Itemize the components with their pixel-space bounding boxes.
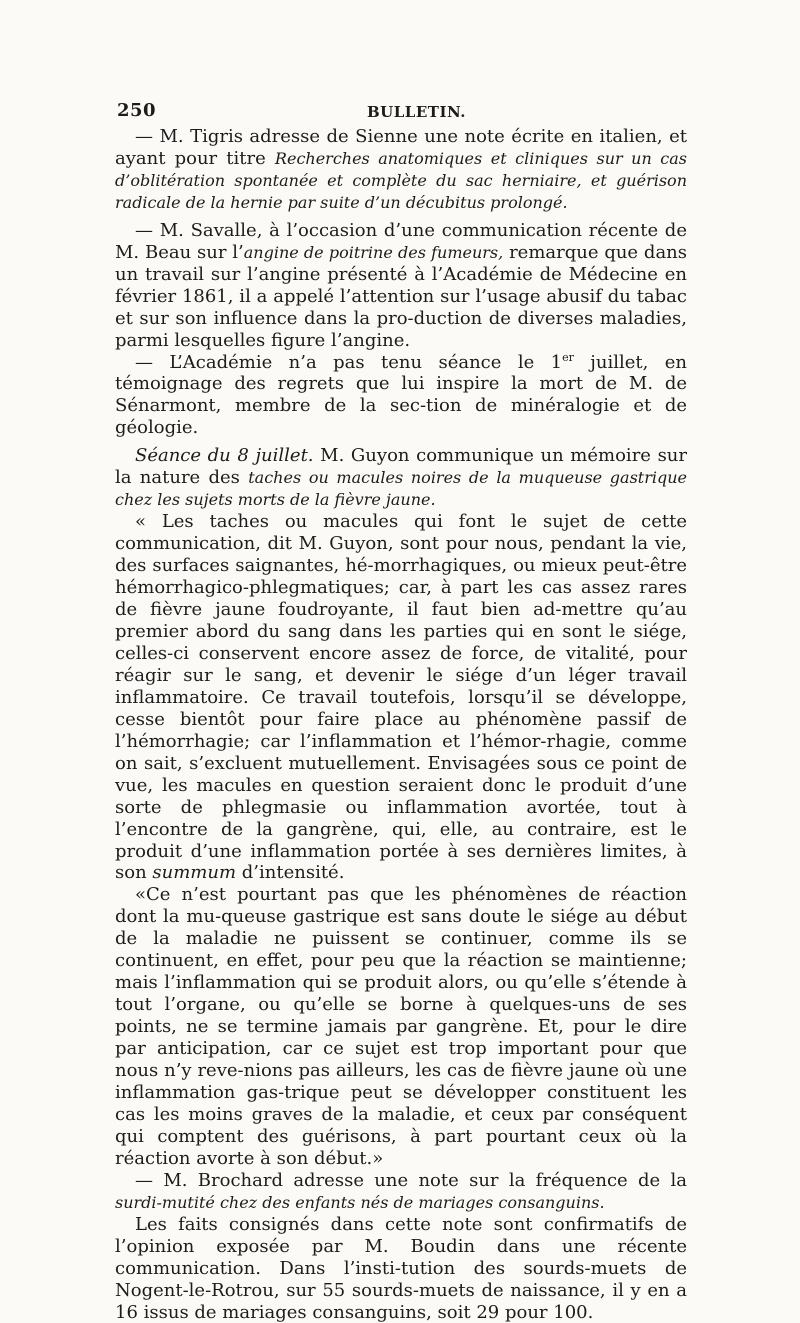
paragraph-tigris [115,126,687,214]
paragraph-brochard [115,1170,687,1214]
tigris-title: Recherches anatomiques et cliniques sur un cas d’oblitération spontanée et complète du sac herniaire, et guérison radicale de la hernie par suite d’un décubitus prolongé. [115,148,687,212]
brochard-title: surdi-mutité chez des enfants nés de mariages consanguins. [115,1192,605,1212]
guyon-quote-1-text: « Les taches ou macules qui font le sujet de cette communication, dit M. Guyon, sont pour nous, pendant la vie, des surfaces saignantes, hé-morrhagiques, ou mieux peut-être hémorrhagico-phlegmatiques; car, à part les cas assez rares de fièvre jaune foudroyante, il faut bien ad-mettre qu’au premier abord du sang dans les parties qui en sont le siége, celles-ci conservent encore assez de force, de vitalité, pour réagir sur le sang, et devenir le siége d’un léger travail inflammatoire. Ce travail toutefois, lorsqu’il se développe, cesse bientôt pour faire place au phénomène passif de l’hémorrhagie; car l’inflammation et l’hémor-rhagie, comme on sait, s’excluent mutuellement. Envisagées sous ce point de vue, les macules en question seraient donc le produit d’une sorte de phlegmasie ou inflammation avortée, tout à l’encontre de la gangrène, qui, elle, au contraire, est le produit d’une inflammation portée à ses dernières limites, à son [115,511,687,884]
paragraph-savalle [115,220,687,352]
guyon-quote-1-italic: summum [146,862,237,884]
savalle-italic: angine de poitrine des fumeurs, [243,242,504,262]
academie-lead: — L’Académie n’a pas tenu séance le 1 [135,351,563,373]
paragraph-guyon-quote-1 [115,511,687,884]
academie-sup: er [562,350,574,364]
seance-date: Séance du 8 juillet. [135,445,314,467]
brochard-lead: — M. Brochard adresse une note sur la fréquence de la [135,1169,687,1191]
running-title: BULLETIN. [367,103,466,121]
paragraph-academie [115,352,687,440]
guyon-quote-2-text: «Ce n’est pourtant pas que les phénomènes de réaction dont la mu-queuse gastrique est sans doute le siége au début de la maladie ne puissent se continuer, comme ils se continuent, en effet, pour peu que la réaction se maintienne; mais l’inflammation qui se produit alors, ou qu’elle s’étende à tout l’organe, ou qu’elle se borne à quelques-uns de ses points, ne se termine jamais par gangrène. Et, pour le dire par anticipation, car ce sujet est trop important pour que nous n’y reve-nions pas ailleurs, les cas de fièvre jaune où une inflammation gas-trique peut se développer constituent les cas les moins graves de la maladie, et ceux par conséquent qui comptent des guérisons, à part pourtant ceux où la réaction avorte à son début.» [115,884,687,1169]
page-header [117,100,687,124]
savalle-lead: — M. Savalle, à l’occasion d’une communication récente de M. Beau sur l’ [115,219,687,263]
page-number: 250 [117,100,157,121]
savalle-rest: remarque que dans un travail sur l’angine présenté à l’Académie de Médecine en février 1861, il a appelé l’attention sur l’usage abusif du tabac et sur son influence dans la pro-duction de diverses maladies, parmi lesquelles figure l’angine. [115,241,688,351]
faits-text: Les faits consignés dans cette note sont confirmatifs de l’opinion exposée par M. Boudin dans une récente communication. Dans l’insti-tution des sourds-muets de Nogent-le-Rotrou, sur 55 sourds-muets de naissance, il y en a 16 issus de mariages consanguins, soit 29 pour 100. [115,1213,687,1323]
guyon-quote-1-end: d’intensité. [236,862,345,884]
seance-title: taches ou macules noires de la muqueuse gastrique chez les sujets morts de la fièvre jaune. [115,468,687,510]
paragraph-faits [115,1214,687,1323]
paragraph-guyon-quote-2 [115,884,687,1169]
seance-lead: M. Guyon communique un mémoire sur la nature des [115,445,688,489]
academie-rest: juillet, en témoignage des regrets que lui inspire la mort de M. de Sénarmont, membre de la sec-tion de minéralogie et de géologie. [115,351,687,439]
page-body [115,126,687,1323]
paragraph-seance [115,445,687,511]
tigris-lead: — M. Tigris adresse de Sienne une note écrite en italien, et ayant pour titre [115,126,687,169]
